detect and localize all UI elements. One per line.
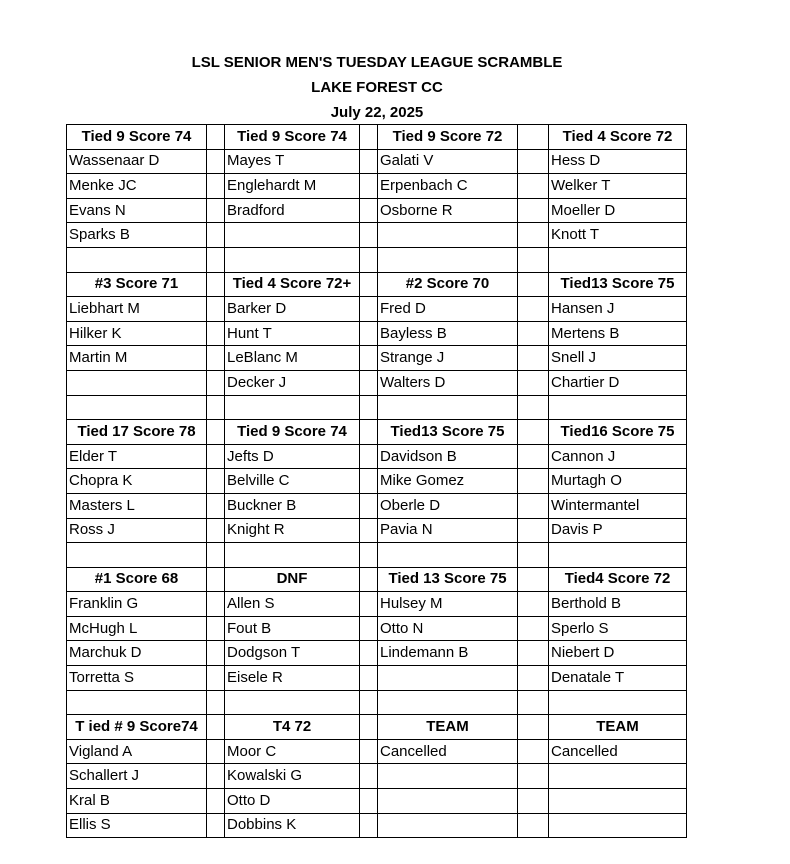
column-spacer xyxy=(360,174,378,199)
blank-cell xyxy=(207,247,225,272)
player-name: Snell J xyxy=(549,346,687,371)
player-name: Denatale T xyxy=(549,666,687,691)
blank-cell xyxy=(518,247,549,272)
column-spacer xyxy=(360,641,378,666)
team-title: Tied4 Score 72 xyxy=(549,567,687,592)
team-header-row xyxy=(67,272,687,297)
player-name: Decker J xyxy=(225,370,360,395)
player-name: Vigland A xyxy=(67,739,207,764)
player-name: Davis P xyxy=(549,518,687,543)
player-name xyxy=(549,789,687,814)
player-name: McHugh L xyxy=(67,616,207,641)
player-name: Barker D xyxy=(225,297,360,322)
player-name: Kowalski G xyxy=(225,764,360,789)
player-name: Marchuk D xyxy=(67,641,207,666)
column-spacer xyxy=(207,420,225,445)
player-name: Hansen J xyxy=(549,297,687,322)
player-name: Sparks B xyxy=(67,223,207,248)
player-row xyxy=(67,518,687,543)
player-name xyxy=(67,370,207,395)
player-name: Fout B xyxy=(225,616,360,641)
column-spacer xyxy=(360,198,378,223)
player-name xyxy=(378,223,518,248)
player-row xyxy=(67,198,687,223)
column-spacer xyxy=(207,739,225,764)
column-spacer xyxy=(518,813,549,838)
column-spacer xyxy=(360,297,378,322)
column-spacer xyxy=(207,272,225,297)
column-spacer xyxy=(207,813,225,838)
player-name: Lindemann B xyxy=(378,641,518,666)
column-spacer xyxy=(207,567,225,592)
blank-cell xyxy=(225,543,360,568)
player-name: Ross J xyxy=(67,518,207,543)
column-spacer xyxy=(360,223,378,248)
player-name: Englehardt M xyxy=(225,174,360,199)
column-spacer xyxy=(518,616,549,641)
column-spacer xyxy=(518,518,549,543)
scramble-team-grid xyxy=(66,124,687,838)
team-title: Tied13 Score 75 xyxy=(378,420,518,445)
column-spacer xyxy=(360,321,378,346)
column-spacer xyxy=(518,739,549,764)
player-name: Pavia N xyxy=(378,518,518,543)
column-spacer xyxy=(207,223,225,248)
team-title: #2 Score 70 xyxy=(378,272,518,297)
column-spacer xyxy=(360,567,378,592)
blank-cell xyxy=(378,395,518,420)
player-name xyxy=(549,813,687,838)
column-spacer xyxy=(207,444,225,469)
player-name xyxy=(378,666,518,691)
player-row xyxy=(67,223,687,248)
column-spacer xyxy=(518,297,549,322)
column-spacer xyxy=(360,272,378,297)
player-name: Hulsey M xyxy=(378,592,518,617)
column-spacer xyxy=(207,174,225,199)
team-title: Tied 4 Score 72+ xyxy=(225,272,360,297)
column-spacer xyxy=(207,125,225,150)
team-title: TEAM xyxy=(378,715,518,740)
column-spacer xyxy=(360,739,378,764)
player-name: Hunt T xyxy=(225,321,360,346)
player-row xyxy=(67,297,687,322)
column-spacer xyxy=(360,616,378,641)
blank-cell xyxy=(225,247,360,272)
column-spacer xyxy=(360,370,378,395)
blank-cell xyxy=(225,690,360,715)
player-name: Knight R xyxy=(225,518,360,543)
player-name: Jefts D xyxy=(225,444,360,469)
player-name: Chartier D xyxy=(549,370,687,395)
column-spacer xyxy=(207,370,225,395)
player-row xyxy=(67,813,687,838)
event-date: July 22, 2025 xyxy=(330,104,424,121)
column-spacer xyxy=(360,764,378,789)
column-spacer xyxy=(207,518,225,543)
column-spacer xyxy=(360,149,378,174)
player-name: Franklin G xyxy=(67,592,207,617)
player-name: Wintermantel xyxy=(549,493,687,518)
column-spacer xyxy=(518,493,549,518)
blank-cell xyxy=(549,395,687,420)
player-name: Cannon J xyxy=(549,444,687,469)
player-name: Eisele R xyxy=(225,666,360,691)
player-row xyxy=(67,739,687,764)
player-name: Welker T xyxy=(549,174,687,199)
column-spacer xyxy=(518,370,549,395)
blank-cell xyxy=(207,543,225,568)
blank-cell xyxy=(518,690,549,715)
player-name: Cancelled xyxy=(549,739,687,764)
column-spacer xyxy=(207,616,225,641)
player-name: Niebert D xyxy=(549,641,687,666)
column-spacer xyxy=(207,666,225,691)
player-name: Dodgson T xyxy=(225,641,360,666)
team-title: Tied 9 Score 74 xyxy=(225,125,360,150)
blank-cell xyxy=(207,395,225,420)
section-spacer-row xyxy=(67,690,687,715)
team-title: DNF xyxy=(225,567,360,592)
player-name: Evans N xyxy=(67,198,207,223)
column-spacer xyxy=(207,592,225,617)
player-name: Martin M xyxy=(67,346,207,371)
player-name: Chopra K xyxy=(67,469,207,494)
player-row xyxy=(67,493,687,518)
column-spacer xyxy=(518,641,549,666)
column-spacer xyxy=(518,125,549,150)
column-spacer xyxy=(360,813,378,838)
blank-cell xyxy=(360,543,378,568)
team-title: #1 Score 68 xyxy=(67,567,207,592)
player-name: LeBlanc M xyxy=(225,346,360,371)
player-row xyxy=(67,469,687,494)
team-header-row xyxy=(67,420,687,445)
player-name: Mertens B xyxy=(549,321,687,346)
column-spacer xyxy=(518,198,549,223)
column-spacer xyxy=(207,641,225,666)
player-name: Knott T xyxy=(549,223,687,248)
column-spacer xyxy=(207,149,225,174)
player-name: Wassenaar D xyxy=(67,149,207,174)
column-spacer xyxy=(360,789,378,814)
player-name: Sperlo S xyxy=(549,616,687,641)
league-title: LSL SENIOR MEN'S TUESDAY LEAGUE SCRAMBLE xyxy=(191,54,563,71)
player-row xyxy=(67,641,687,666)
blank-cell xyxy=(518,395,549,420)
player-row xyxy=(67,174,687,199)
column-spacer xyxy=(360,518,378,543)
player-name: Menke JC xyxy=(67,174,207,199)
course-name: LAKE FOREST CC xyxy=(311,79,443,96)
player-name xyxy=(225,223,360,248)
blank-cell xyxy=(518,543,549,568)
player-name: Kral B xyxy=(67,789,207,814)
player-name: Masters L xyxy=(67,493,207,518)
team-title: Tied 4 Score 72 xyxy=(549,125,687,150)
column-spacer xyxy=(360,493,378,518)
section-spacer-row xyxy=(67,543,687,568)
column-spacer xyxy=(518,764,549,789)
player-name: Cancelled xyxy=(378,739,518,764)
player-row xyxy=(67,149,687,174)
column-spacer xyxy=(360,346,378,371)
player-name: Buckner B xyxy=(225,493,360,518)
column-spacer xyxy=(360,715,378,740)
blank-cell xyxy=(207,690,225,715)
player-name: Elder T xyxy=(67,444,207,469)
player-name: Murtagh O xyxy=(549,469,687,494)
player-row xyxy=(67,444,687,469)
column-spacer xyxy=(518,272,549,297)
player-row xyxy=(67,346,687,371)
player-name xyxy=(549,764,687,789)
section-spacer-row xyxy=(67,247,687,272)
blank-cell xyxy=(549,247,687,272)
blank-cell xyxy=(360,247,378,272)
player-row xyxy=(67,666,687,691)
column-spacer xyxy=(207,789,225,814)
team-title: Tied 9 Score 74 xyxy=(67,125,207,150)
column-spacer xyxy=(207,764,225,789)
team-title: T4 72 xyxy=(225,715,360,740)
column-spacer xyxy=(518,666,549,691)
blank-cell xyxy=(67,543,207,568)
blank-cell xyxy=(360,395,378,420)
player-name: Erpenbach C xyxy=(378,174,518,199)
column-spacer xyxy=(518,149,549,174)
blank-cell xyxy=(378,690,518,715)
column-spacer xyxy=(207,297,225,322)
column-spacer xyxy=(518,715,549,740)
player-name: Mayes T xyxy=(225,149,360,174)
column-spacer xyxy=(518,420,549,445)
player-name: Hess D xyxy=(549,149,687,174)
player-name: Dobbins K xyxy=(225,813,360,838)
team-title: Tied13 Score 75 xyxy=(549,272,687,297)
column-spacer xyxy=(360,444,378,469)
team-header-row xyxy=(67,125,687,150)
team-title: T ied # 9 Score74 xyxy=(67,715,207,740)
column-spacer xyxy=(518,592,549,617)
player-row xyxy=(67,321,687,346)
player-name: Ellis S xyxy=(67,813,207,838)
player-name: Berthold B xyxy=(549,592,687,617)
column-spacer xyxy=(360,420,378,445)
blank-cell xyxy=(549,543,687,568)
player-row xyxy=(67,764,687,789)
team-title: Tied 9 Score 72 xyxy=(378,125,518,150)
column-spacer xyxy=(518,789,549,814)
blank-cell xyxy=(549,690,687,715)
team-header-row xyxy=(67,567,687,592)
column-spacer xyxy=(360,469,378,494)
player-name: Mike Gomez xyxy=(378,469,518,494)
player-name xyxy=(378,789,518,814)
player-name: Strange J xyxy=(378,346,518,371)
team-title: Tied 13 Score 75 xyxy=(378,567,518,592)
player-name: Galati V xyxy=(378,149,518,174)
player-name: Otto D xyxy=(225,789,360,814)
player-row xyxy=(67,370,687,395)
player-name: Oberle D xyxy=(378,493,518,518)
player-name: Schallert J xyxy=(67,764,207,789)
column-spacer xyxy=(518,469,549,494)
column-spacer xyxy=(360,125,378,150)
player-name: Davidson B xyxy=(378,444,518,469)
column-spacer xyxy=(518,567,549,592)
team-title: #3 Score 71 xyxy=(67,272,207,297)
blank-cell xyxy=(378,543,518,568)
column-spacer xyxy=(207,715,225,740)
team-title: TEAM xyxy=(549,715,687,740)
player-name: Liebhart M xyxy=(67,297,207,322)
team-title: Tied16 Score 75 xyxy=(549,420,687,445)
player-name: Moor C xyxy=(225,739,360,764)
player-name: Bayless B xyxy=(378,321,518,346)
column-spacer xyxy=(518,444,549,469)
player-name: Belville C xyxy=(225,469,360,494)
player-name xyxy=(378,813,518,838)
player-name: Bradford xyxy=(225,198,360,223)
team-title: Tied 9 Score 74 xyxy=(225,420,360,445)
blank-cell xyxy=(225,395,360,420)
blank-cell xyxy=(67,247,207,272)
column-spacer xyxy=(207,469,225,494)
blank-cell xyxy=(67,690,207,715)
player-name: Hilker K xyxy=(67,321,207,346)
player-name: Osborne R xyxy=(378,198,518,223)
player-name xyxy=(378,764,518,789)
player-name: Fred D xyxy=(378,297,518,322)
column-spacer xyxy=(518,174,549,199)
column-spacer xyxy=(207,346,225,371)
player-row xyxy=(67,789,687,814)
player-row xyxy=(67,592,687,617)
player-name: Walters D xyxy=(378,370,518,395)
column-spacer xyxy=(207,493,225,518)
column-spacer xyxy=(518,321,549,346)
player-name: Allen S xyxy=(225,592,360,617)
blank-cell xyxy=(360,690,378,715)
section-spacer-row xyxy=(67,395,687,420)
column-spacer xyxy=(207,198,225,223)
column-spacer xyxy=(518,346,549,371)
column-spacer xyxy=(207,321,225,346)
column-spacer xyxy=(360,666,378,691)
team-title: Tied 17 Score 78 xyxy=(67,420,207,445)
blank-cell xyxy=(67,395,207,420)
blank-cell xyxy=(378,247,518,272)
column-spacer xyxy=(518,223,549,248)
player-row xyxy=(67,616,687,641)
team-header-row xyxy=(67,715,687,740)
player-name: Torretta S xyxy=(67,666,207,691)
column-spacer xyxy=(360,592,378,617)
player-name: Moeller D xyxy=(549,198,687,223)
player-name: Otto N xyxy=(378,616,518,641)
